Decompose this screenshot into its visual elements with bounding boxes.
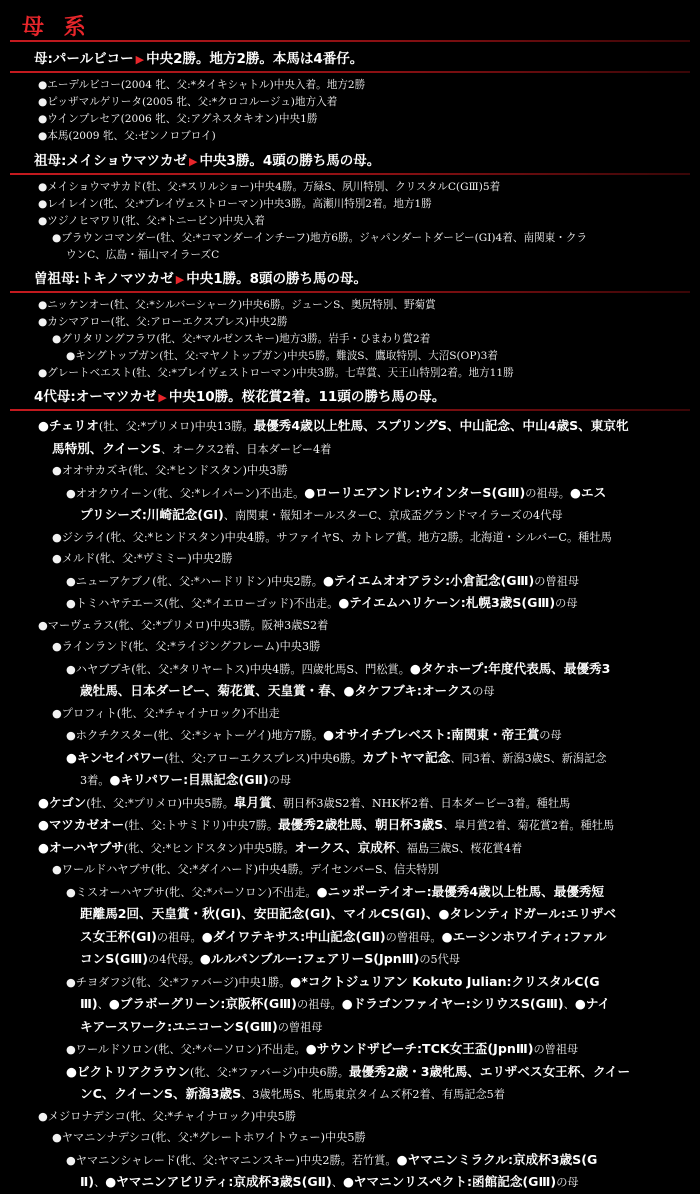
entry-text: ●キングトップガン(牡、父:マヤノトップガン)中央5勝。難波S、鷹取特別、大沼S(OP)3着 (66, 350, 498, 363)
entry-text: ●本馬(2009 牝、父:ゼンノロブロイ) (38, 130, 216, 143)
entry-text: ●ヤマニンナデシコ(牝、父:*グレートホワイトウェー)中央5勝 (52, 1131, 366, 1144)
entry-text: ●ハヤブブキ(牝、父:*タリヤートス)中央4勝。四歳牝馬S、門松賞。 (66, 662, 410, 676)
entry-line (10, 948, 690, 971)
section-heading (10, 270, 690, 290)
entry-text: ●オオサカズキ(牝、父:*ヒンドスタン)中央3勝 (52, 464, 288, 477)
entry-text: 、 (94, 1176, 106, 1189)
entry-line (10, 792, 690, 815)
entry-text: 、皐月賞2着、菊花賞2着。種牡馬 (443, 819, 615, 832)
entry-line (10, 482, 690, 505)
entry-line (10, 747, 690, 770)
entry-line (10, 348, 690, 365)
section-divider (10, 71, 690, 73)
entry-list (10, 179, 690, 264)
entry-highlight: ●チェリオ (38, 418, 99, 433)
entry-line (10, 179, 690, 196)
section-granddam (10, 152, 690, 264)
entry-highlight: 最優秀2歳・3歳牝馬、エリザベス女王杯、クイー (348, 1063, 631, 1079)
entry-text: の曾祖母 (534, 574, 580, 588)
entry-highlight: キアースワーク:ユニコーンS(GⅢ) (80, 1018, 278, 1034)
entry-text: 、同3着、新潟3歳S、新潟記念 (450, 751, 607, 765)
entry-line (10, 213, 690, 230)
entry-line (10, 314, 690, 331)
entry-line (10, 415, 690, 438)
entry-highlight: ●オーハヤブサ (38, 839, 124, 855)
entry-text: 3着。 (80, 774, 110, 787)
entry-text: 、 (563, 998, 575, 1011)
entry-text: ●ブラウンコマンダー(牡、父:*コマンダーインチーフ)地方6勝。ジャパンダートダービー(GI)4着、南関東・クラ (52, 232, 588, 245)
entry-text: の母 (556, 1176, 579, 1189)
triangle-right-icon: ▶ (158, 391, 167, 404)
section-divider (10, 173, 690, 175)
entry-highlight: ●ドラゴンファイヤー:シリウスS(GⅢ) (341, 996, 564, 1011)
entry-text: の母 (472, 685, 495, 698)
entry-text: ●ニューアケブノ(牝、父:*ハードリドン)中央2勝。 (66, 574, 323, 588)
section-fourth-dam (10, 388, 690, 1194)
section-heading-note: 中央10勝。桜花賞2着。11頭の勝ち馬の母。 (168, 389, 446, 405)
entry-text: の母 (539, 729, 562, 742)
entry-highlight: Ⅲ) (80, 996, 98, 1011)
entry-text: の曾祖母。 (385, 930, 442, 944)
entry-highlight: ●ブラボーグリーン:京阪杯(GⅢ) (108, 996, 297, 1011)
entry-text: (牡、父:*プリメロ)中央5勝。 (86, 796, 234, 810)
entry-text: ●ミスオーハヤブサ(牝、父:*パーソロン)不出走。 (66, 885, 317, 899)
entry-text: ●トミハヤテエース(牝、父:*イエローゴッド)不出走。 (66, 597, 339, 610)
entry-highlight: ●テイエムオオアラシ:小倉記念(GⅢ) (322, 572, 535, 588)
entry-line (10, 297, 690, 314)
entry-highlight: ●オサイチブレベスト:南関東・帝王賞 (323, 727, 540, 742)
entry-highlight: 歳牡馬、日本ダービー、菊花賞、天皇賞・春、●タケフブキ:オークス (80, 683, 473, 698)
entry-text: ●カシマアロー(牝、父:アローエクスプレス)中央2勝 (38, 316, 288, 329)
entry-highlight: ●ナイ (574, 996, 611, 1011)
entry-line (10, 438, 690, 461)
entry-text: 、朝日杯3歳S2着、NHK杯2着、日本ダービー3着。種牡馬 (271, 796, 571, 810)
entry-highlight: ●タケホープ:年度代表馬、最優秀3 (409, 660, 611, 676)
triangle-right-icon: ▶ (135, 53, 145, 66)
entry-highlight: ●エーシンホワイティ:ファル (441, 928, 607, 944)
entry-text: の母 (268, 774, 292, 787)
entry-line (10, 94, 690, 111)
section-dam (10, 50, 690, 145)
entry-line (10, 859, 690, 881)
entry-text: ●ピッザマルゲリータ(2005 牝、父:*クロコルージュ)地方入着 (38, 96, 338, 109)
entry-line (10, 111, 690, 128)
entry-line (10, 1106, 690, 1128)
entry-highlight: 皐月賞 (233, 794, 272, 810)
entry-text: ●ジシライ(牝、父:*ヒンドスタン)中央4勝。サファイヤS、カトレア賞。地方2勝。北海道・シルバーC。種牡馬 (52, 530, 612, 544)
entry-text: 、オークス2着、日本ダービー4着 (160, 442, 332, 456)
entry-highlight: ●ヤマニンリスペクト:函館記念(GⅢ) (342, 1174, 557, 1189)
entry-text: 、 (97, 998, 109, 1011)
entry-text: の曾祖母 (277, 1020, 323, 1034)
entry-line (10, 615, 690, 637)
entry-text: ●ウインプレセア(2006 牝、父:アグネスタキオン)中央1勝 (38, 113, 318, 126)
entry-line (10, 903, 690, 926)
entry-list (10, 297, 690, 382)
section-heading-name: 母:パールビコー (34, 51, 134, 67)
entry-text: の祖母。 (156, 930, 202, 944)
entry-highlight: ●*コクトジュリアン Kokuto Julian:クリスタルC(G (290, 973, 600, 989)
entry-highlight: 最優秀2歳牡馬、朝日杯3歳S (278, 817, 444, 832)
entry-line (10, 1127, 690, 1149)
triangle-right-icon: ▶ (188, 155, 198, 168)
entry-text: (牝、父:*ファバージ)中央6勝。 (189, 1065, 349, 1079)
entry-line (10, 837, 690, 860)
entry-line (10, 77, 690, 94)
entry-line (10, 703, 690, 725)
entry-highlight: ●エス (570, 484, 607, 500)
entry-text: ●オオクウイーン(牝、父:*レイパーン)不出走。 (66, 486, 305, 500)
section-heading-name: 祖母:メイショウマツカゼ (34, 153, 187, 169)
title-divider (10, 40, 690, 42)
entry-line (10, 460, 690, 482)
entry-text: ●メジロナデシコ(牝、父:*チャイナロック)中央5勝 (38, 1109, 296, 1123)
entry-highlight: カブトヤマ記念 (362, 749, 451, 765)
entry-text: ●プロフィト(牝、父:*チャイナロック)不出走 (52, 706, 280, 720)
section-heading-note: 中央2勝。地方2勝。本馬は4番仔。 (146, 51, 364, 67)
entry-list (10, 415, 690, 1194)
entry-highlight: ●ヤマニンアビリティ:京成杯3歳S(GⅡ) (105, 1174, 332, 1189)
triangle-right-icon: ▶ (175, 273, 185, 286)
entry-text: (牡、父:トサミドリ)中央7勝。 (124, 819, 279, 832)
entry-text: ●ニッケンオー(牡、父:*シルバーシャーク)中央6勝。ジューンS、奥尻特別、野菊賞 (38, 299, 436, 311)
entry-text: ウンC、広島・福山マイラーズC (66, 249, 220, 262)
section-great-granddam (10, 270, 690, 382)
entry-text: ●メルド(牝、父:*ヴミミー)中央2勝 (52, 552, 233, 565)
entry-text: ●ホクチクスター(牝、父:*シャトーゲイ)地方7勝。 (66, 729, 324, 742)
entry-highlight: ●ダイワテキサス:中山記念(GⅡ) (201, 928, 386, 944)
entry-highlight: ●ニッポーテイオー:最優秀4歳以上牡馬、最優秀短 (316, 883, 605, 899)
entry-highlight: Ⅱ) (80, 1174, 95, 1189)
entry-line (10, 331, 690, 348)
entry-text: ●ワールドハヤブサ(牝、父:*ダイハード)中央4勝。デイセンバーS、信夫特別 (52, 863, 439, 876)
entry-highlight: 馬特別、クイーンS (52, 440, 161, 456)
entry-text: ●ツジノヒマワリ(牝、父:*トニービン)中央入着 (38, 215, 265, 228)
entry-highlight: 最優秀4歳以上牡馬、スプリングS、中山記念、中山4歳S、東京牝 (253, 418, 629, 433)
entry-text: の5代母 (419, 953, 461, 966)
entry-highlight: コンS(GⅢ) (80, 951, 149, 966)
entry-text: ●マーヴェラス(牝、父:*プリメロ)中央3勝。阪神3歳S2着 (38, 618, 329, 632)
entry-text: 、 (331, 1176, 343, 1189)
entry-text: ●レイレイン(牝、父:*プレイヴェストローマン)中央3勝。高瀬川特別2着。地方1勝 (38, 198, 432, 211)
entry-highlight: プリシーズ:川崎記念(GI) (80, 507, 224, 522)
entry-line (10, 365, 690, 382)
entry-text: ●グリタリングフラワ(牝、父:*マルゼンスキー)地方3勝。岩手・ひまわり賞2着 (52, 333, 431, 346)
entry-highlight: 距離馬2回、天皇賞・秋(GI)、安田記念(GI)、マイルCS(GI)、●タレンティドガール:エリザベ (80, 906, 617, 921)
entry-line (10, 196, 690, 213)
entry-highlight: ンC、クイーンS、新潟3歳S (80, 1086, 242, 1101)
entry-text: の4代母。 (148, 953, 200, 966)
entry-highlight: ●ビクトリアクラウン (66, 1063, 190, 1079)
entry-line (10, 247, 690, 264)
entry-highlight: ●マツカゼオー (38, 817, 125, 832)
entry-line (10, 724, 690, 747)
entry-highlight: ●ケゴン (38, 794, 87, 810)
entry-highlight: ●ルルパンブルー:フェアリーS(JpnⅢ) (199, 951, 420, 966)
entry-text: ●メイショウマサカド(牡、父:*スリルショー)中央4勝。万緑S、夙川特別、クリスタルC(GⅢ)5着 (38, 181, 501, 193)
entry-text: ●チヨダフジ(牝、父:*ファバージ)中央1勝。 (66, 975, 291, 989)
entry-line (10, 971, 690, 994)
entry-line (10, 636, 690, 658)
entry-text: 、福島三歳S、桜花賞4着 (395, 841, 523, 855)
entry-text: ●ワールドソロン(牝、父:*パーソロン)不出走。 (66, 1043, 306, 1056)
entry-line (10, 1083, 690, 1106)
entry-line (10, 128, 690, 145)
entry-highlight: ●サウンドザビーチ:TCK女王盃(JpnⅢ) (305, 1041, 534, 1056)
entry-text: の母 (555, 597, 578, 610)
entry-text: の祖母。 (296, 998, 342, 1011)
entry-text: ●グレートベエスト(牡、父:*プレイヴェストローマン)中央3勝。七草賞、天王山特別2着。地方11勝 (38, 367, 514, 380)
entry-line (10, 1171, 690, 1194)
entry-text: ●エーデルビコー(2004 牝、父:*タイキシャトル)中央入着。地方2勝 (38, 79, 366, 91)
entry-highlight: ス女王杯(GI) (80, 928, 157, 944)
section-heading-note: 中央3勝。4頭の勝ち馬の母。 (199, 153, 381, 169)
section-divider (10, 409, 690, 411)
entry-line (10, 680, 690, 703)
entry-line (10, 769, 690, 792)
section-heading-name: 4代母:オーマツカゼ (34, 389, 157, 405)
entry-line (10, 881, 690, 904)
entry-line (10, 230, 690, 247)
entry-text: 、3歳牝馬S、牝馬東京タイムズ杯2着、有馬記念5着 (241, 1088, 505, 1101)
entry-line (10, 1149, 690, 1172)
entry-line (10, 814, 690, 837)
entry-highlight: オークス、京成杯 (294, 839, 396, 855)
entry-highlight: ●テイエムハリケーン:札幌3歳S(GⅢ) (338, 595, 556, 610)
section-heading (10, 50, 690, 70)
entry-text: (牝、父:*ヒンドスタン)中央5勝。 (123, 841, 295, 855)
entry-highlight: ●ヤマニンミラクル:京成杯3歳S(G (396, 1151, 598, 1167)
entry-text: の祖母。 (525, 486, 570, 500)
entry-highlight: ●キンセイパワー (66, 749, 165, 765)
entry-line (10, 926, 690, 949)
entry-text: ●ヤマニンシャレード(牝、父:ヤマニンスキー)中央2勝。若竹賞。 (66, 1153, 397, 1167)
entry-line (10, 658, 690, 681)
entry-line (10, 570, 690, 593)
entry-text: (牡、父:*プリメロ)中央13勝。 (98, 420, 254, 433)
entry-highlight: ●ローリエアンドレ:ウインターS(GⅢ) (304, 484, 526, 500)
entry-line (10, 548, 690, 570)
section-heading-name: 曽祖母:トキノマツカゼ (34, 271, 174, 287)
entry-text: (牡、父:アローエクスプレス)中央6勝。 (164, 751, 363, 765)
entry-highlight: ●キリパワー:目黒記念(GⅡ) (109, 772, 269, 787)
section-heading (10, 388, 690, 408)
entry-line (10, 504, 690, 527)
section-heading-note: 中央1勝。8頭の勝ち馬の母。 (186, 271, 367, 287)
entry-text: の曾祖母 (533, 1043, 579, 1056)
entry-text: 、南関東・報知オールスターC、京成盃グランドマイラーズの4代母 (223, 509, 563, 522)
entry-line (10, 1038, 690, 1061)
section-heading (10, 152, 690, 172)
entry-text: ●ラインランド(牝、父:*ライジングフレーム)中央3勝 (52, 640, 321, 653)
page-title: 母 系 (22, 15, 92, 40)
section-divider (10, 291, 690, 293)
entry-list (10, 77, 690, 145)
entry-line (10, 527, 690, 549)
entry-line (10, 993, 690, 1016)
entry-line (10, 1061, 690, 1084)
entry-line (10, 592, 690, 615)
entry-line (10, 1016, 690, 1039)
